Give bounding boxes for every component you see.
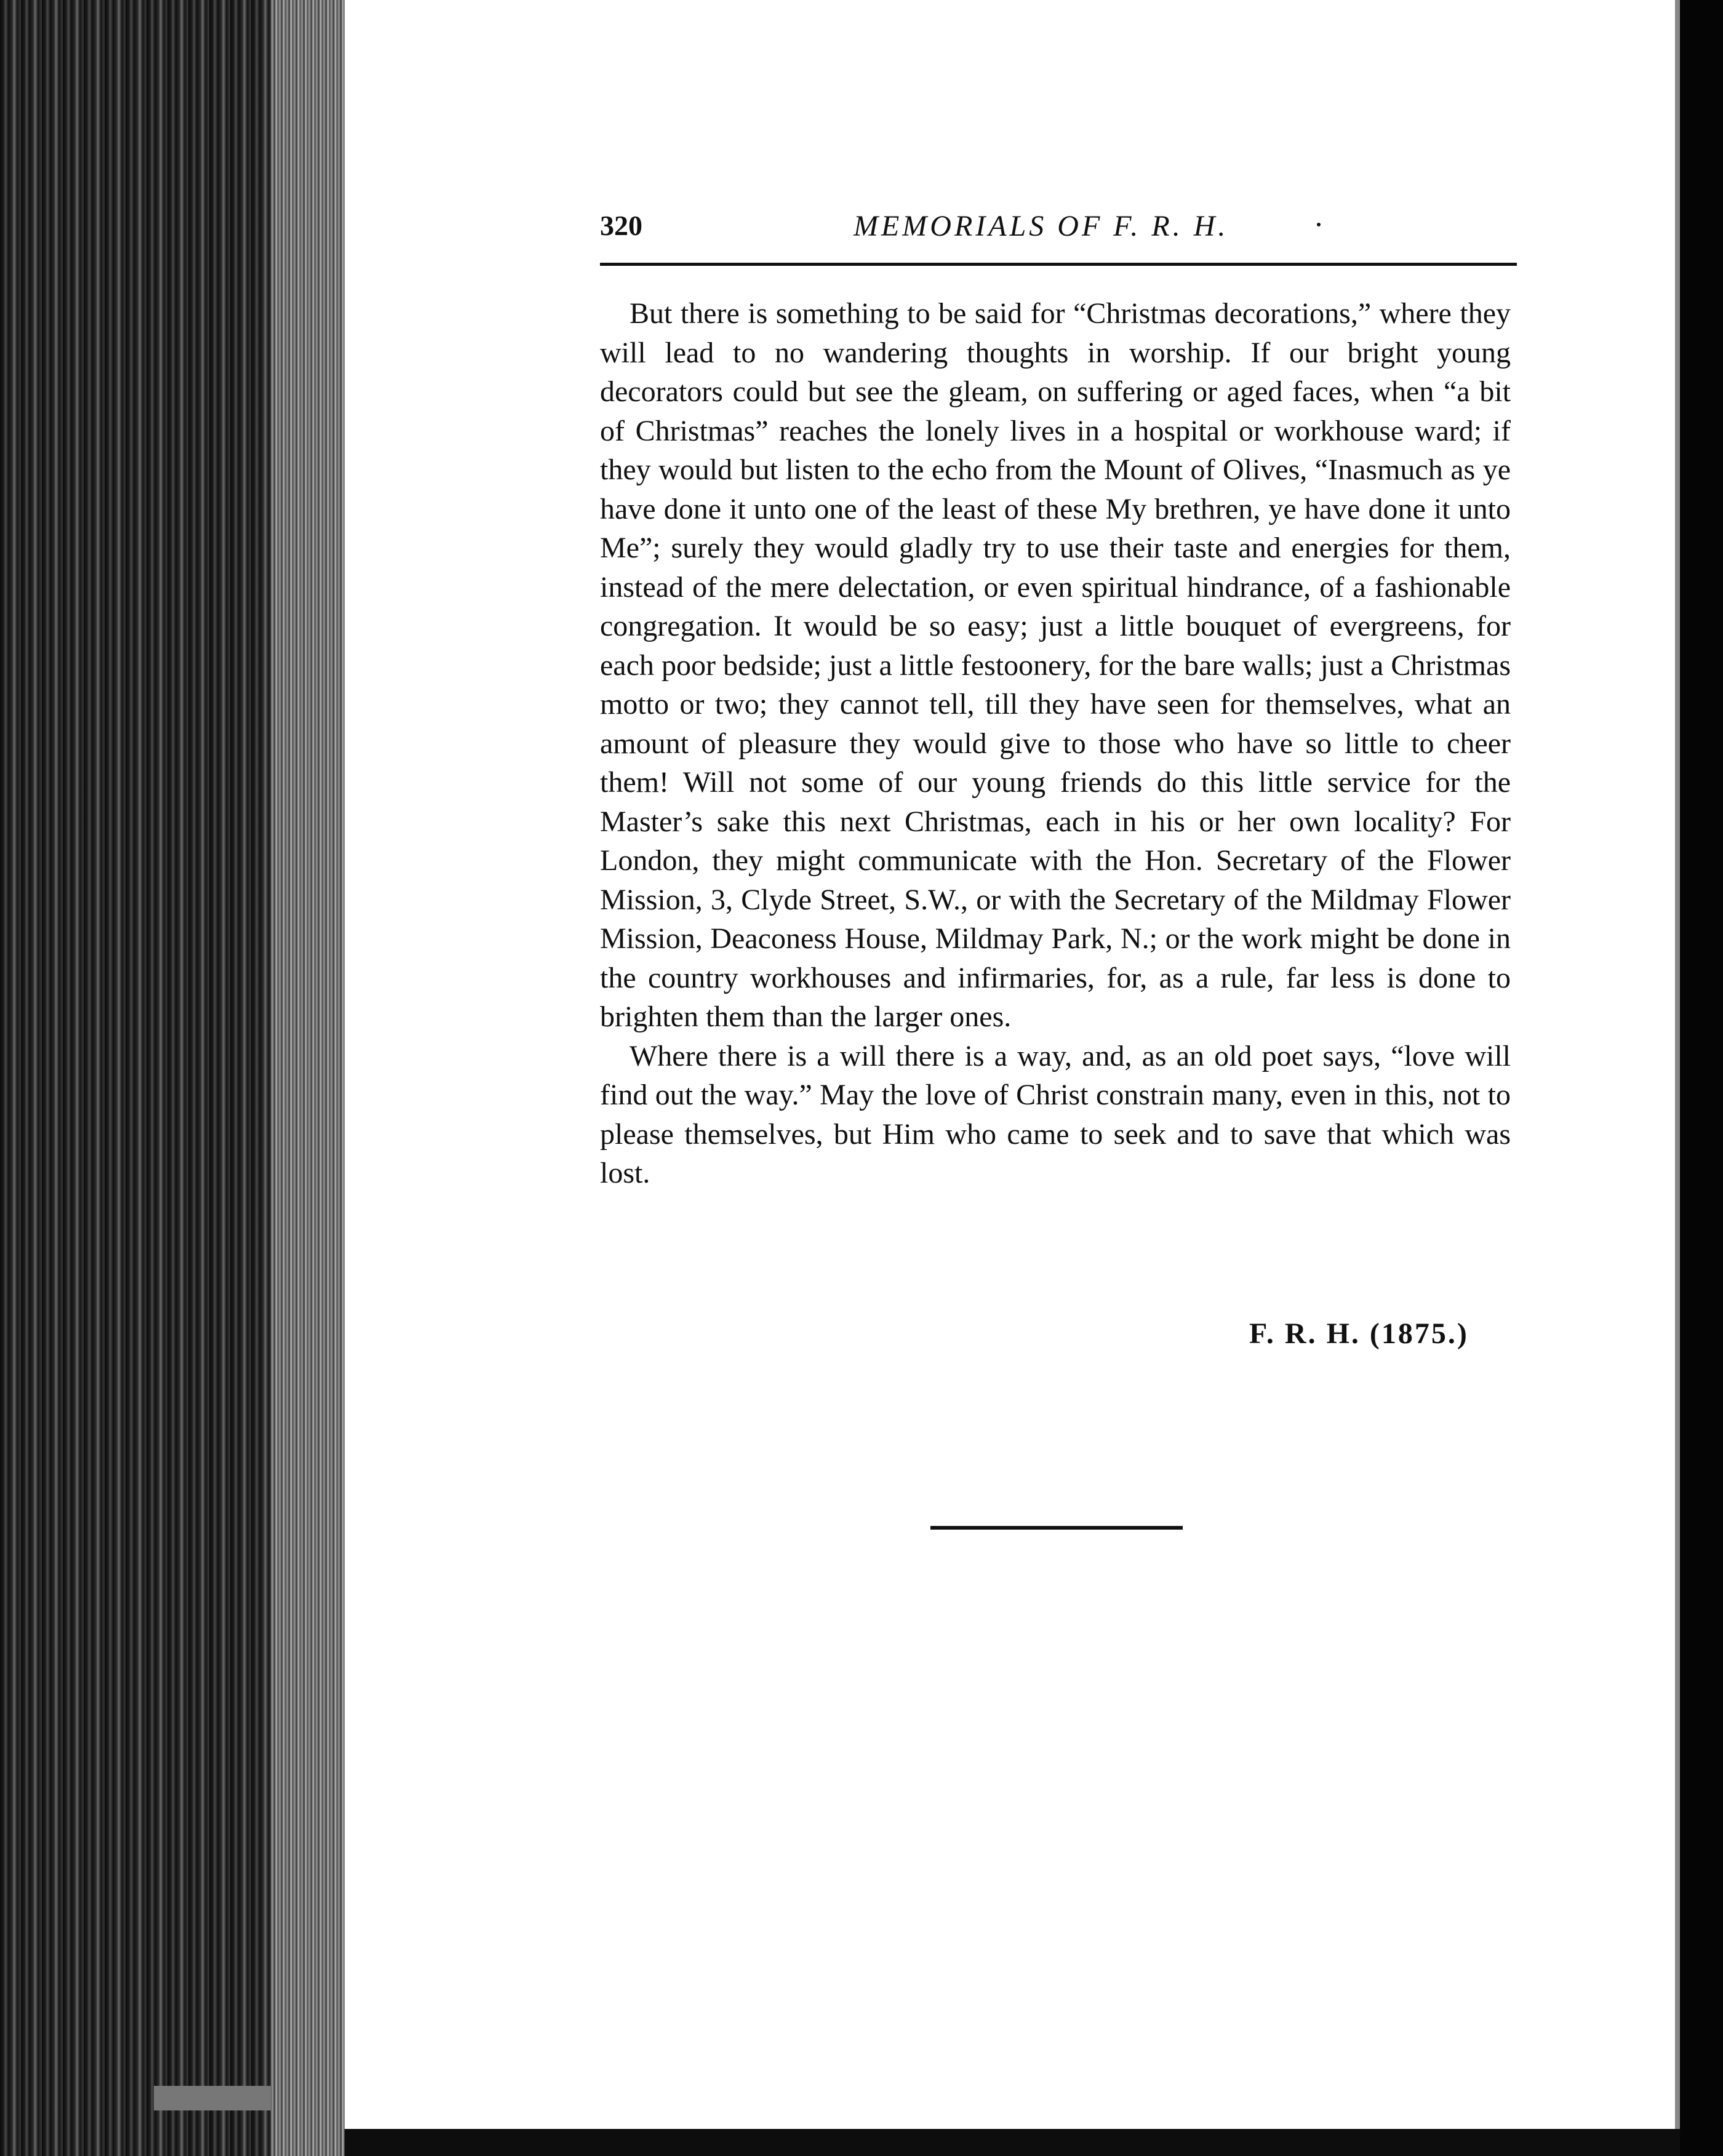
signature: F. R. H. (1875.) (1249, 1317, 1469, 1350)
body-text (600, 294, 1511, 1193)
page-edges (0, 0, 345, 2156)
bottom-page-edge (345, 2129, 1680, 2156)
running-head: MEMORIALS OF F. R. H. (854, 210, 1229, 242)
right-page-edge (1680, 0, 1723, 2156)
page-edges-bottom-strip (154, 2086, 345, 2110)
page-header (600, 209, 1511, 252)
right-page-edge-inner (1675, 0, 1680, 2156)
page-number: 320 (600, 210, 642, 241)
paragraph-1: But there is something to be said for “Christmas decorations,” where they will lead to no wandering thoughts in worship. If our bright young decorators could but see the gleam, on suffering or aged faces, when “a bit of Christmas” reaches the lonely lives in a hospital or workhouse ward; if they would but listen to the echo from the Mount of Olives, “Inasmuch as ye have done it unto one of the least of these My brethren, ye have done it unto Me”; surely they would gladly try to use their taste and energies for them, instead of the mere delectation, or even spiritual hindrance, of a fashionable congregation. It would be so easy; just a little bouquet of evergreens, for each poor bedside; just a little festoonery, for the bare walls; just a Christmas motto or two; they cannot tell, till they have seen for themselves, what an amount of pleasure they would give to those who have so little to cheer them! Will not some of our young friends do this little service for the Master’s sake this next Christmas, each in his or her own locality? For London, they might communicate with the Hon. Secretary of the Flower Mission, 3, Clyde Street, S.W., or with the Secretary of the Mildmay Flower Mission, Deaconess House, Mildmay Park, N.; or the work might be done in the country workhouses and infirmaries, for, as a rule, far less is done to brighten them than the larger ones. (600, 297, 1511, 1033)
header-rule (600, 263, 1517, 266)
end-rule (930, 1526, 1183, 1530)
paragraph-2: Where there is a will there is a way, and, as an old poet says, “love will find out the way.” May the love of Christ constrain many, even in this, not to please themselves, but Him who came to seek and to save that which was lost. (600, 1039, 1511, 1189)
header-mark (1317, 223, 1321, 226)
